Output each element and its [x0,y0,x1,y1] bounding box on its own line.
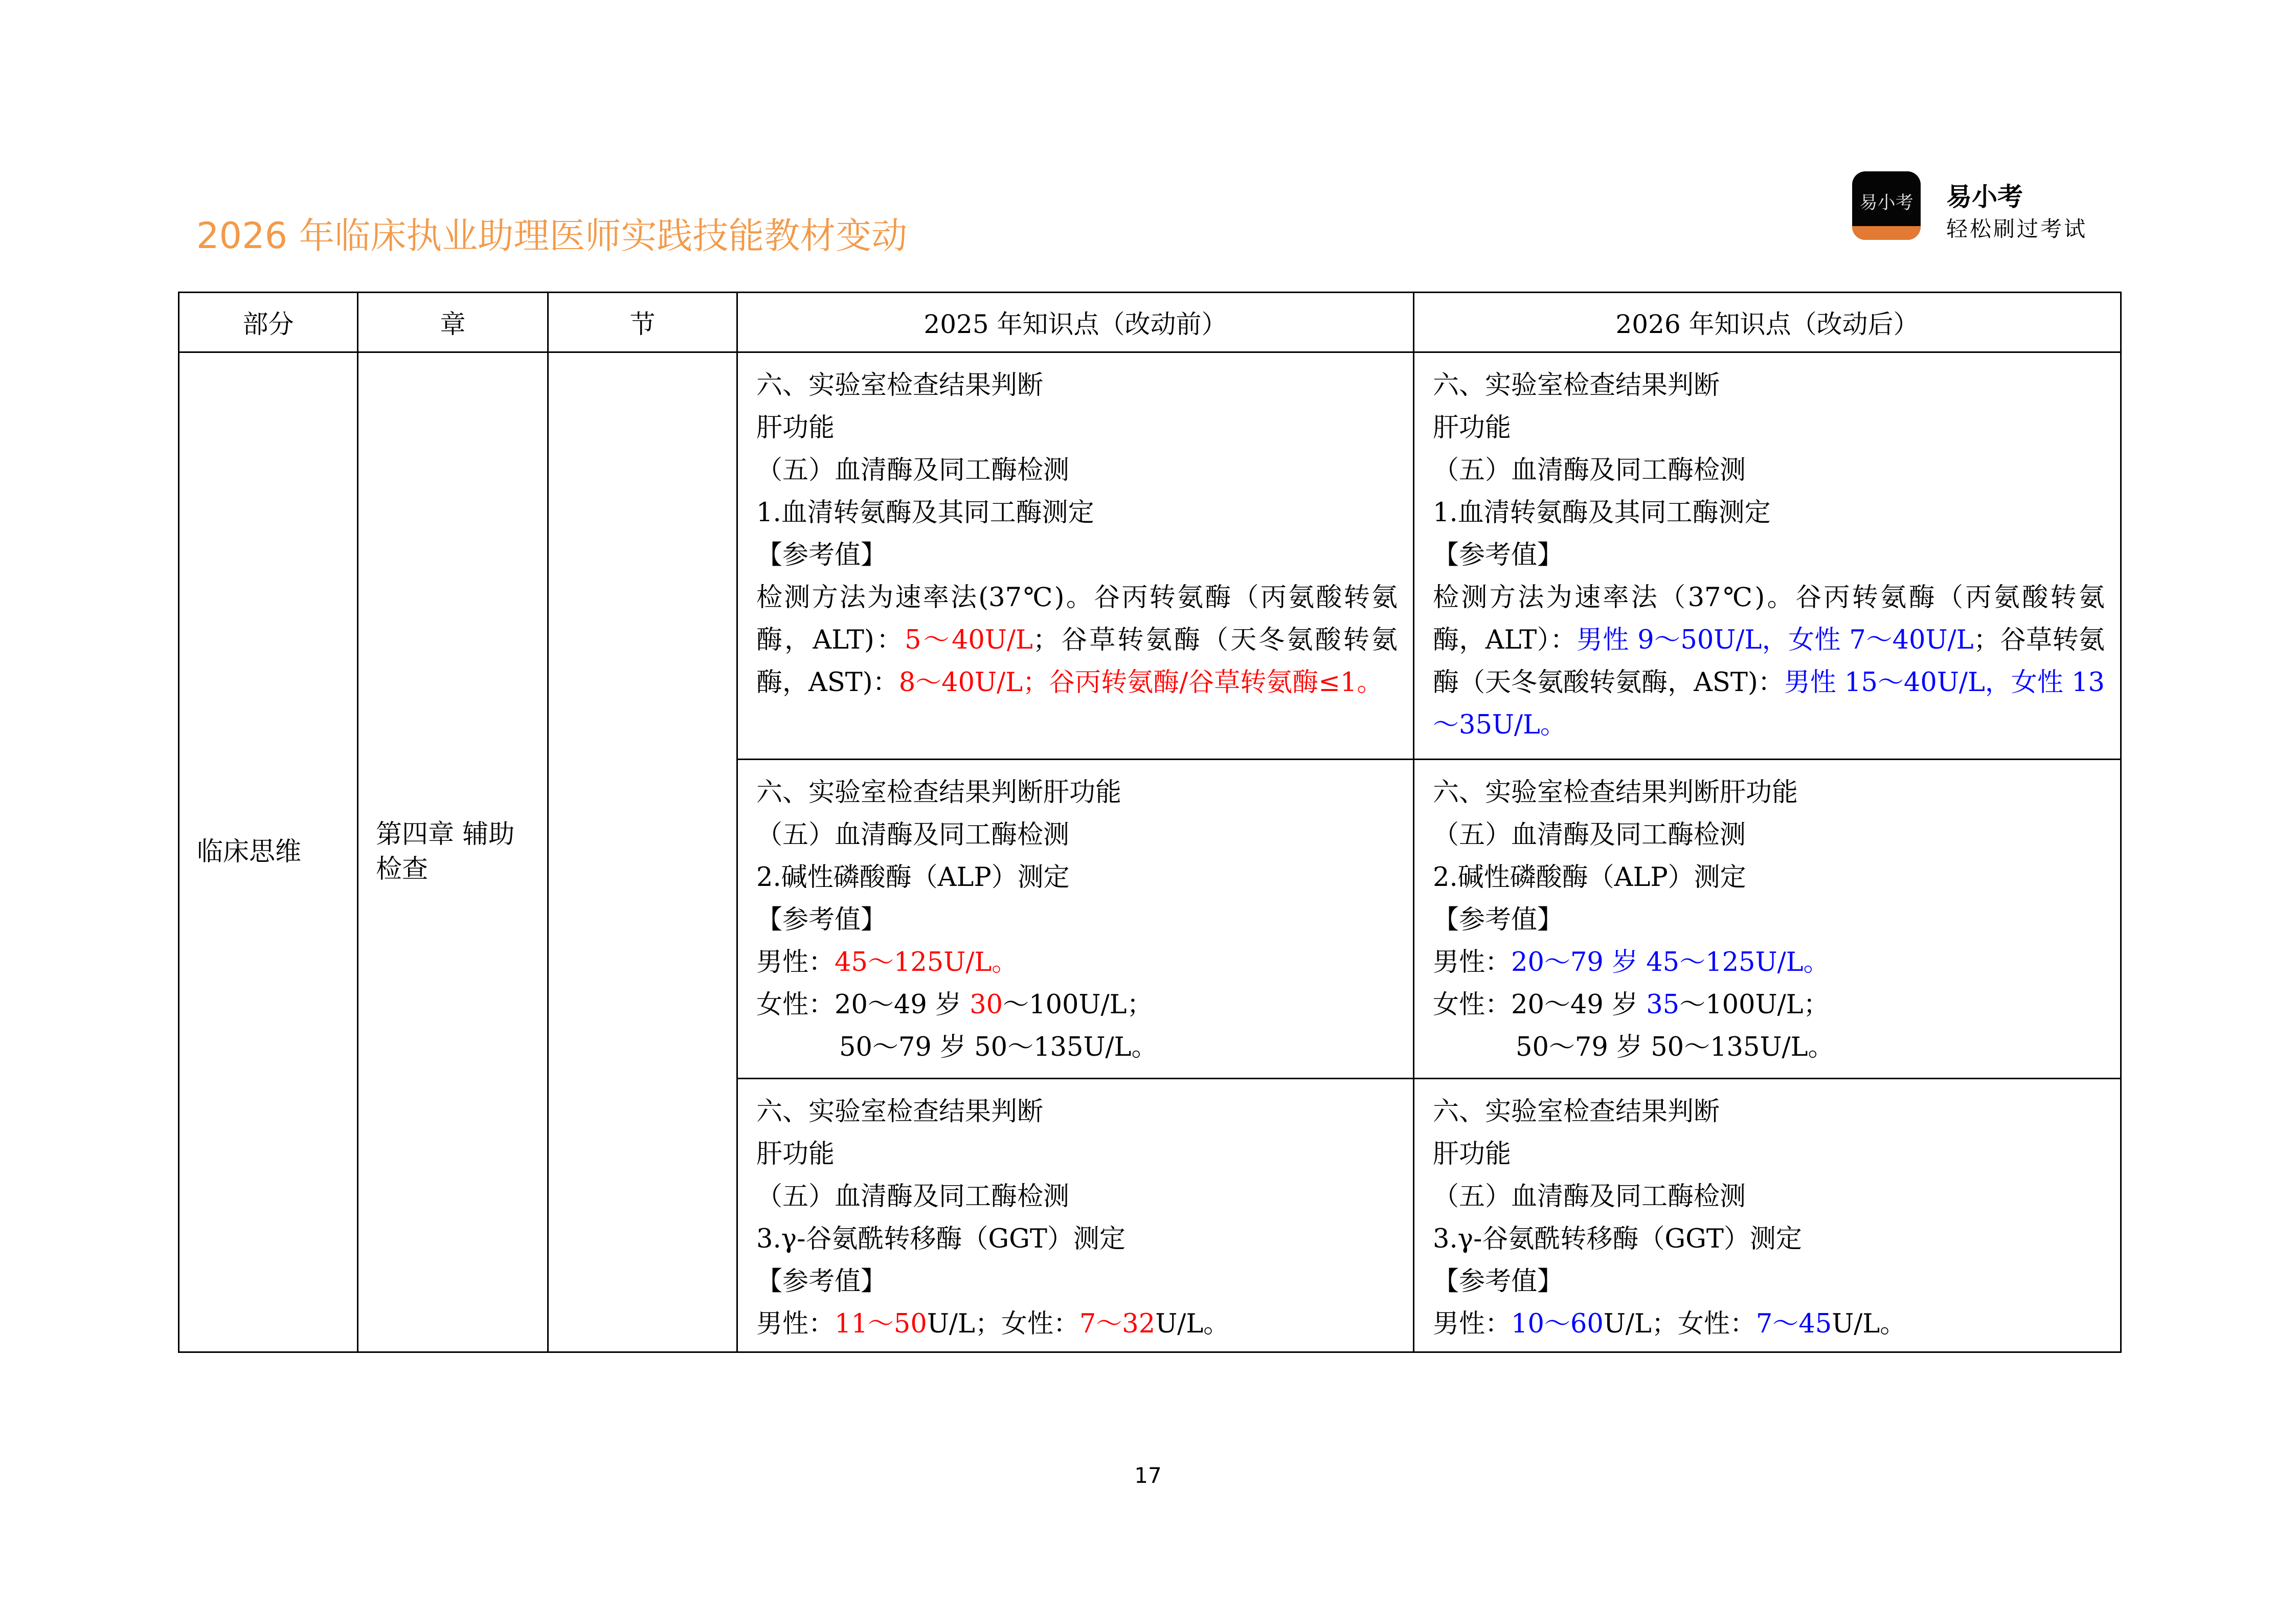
text: ；谷草转氨酶（天冬氨酸转氨酶，AST)： [756,625,1398,698]
brand-logo-icon [1852,171,1921,240]
text: 检测方法为速率法（37℃)。谷丙转氨酶（丙氨酸转氨酶，ALT）： [1433,583,2105,655]
brand-slogan: 轻松刷过考试 [1946,216,2088,241]
page-number: 17 [1134,1463,1162,1488]
text-line: 3.γ-谷氨酰转移酶（GGT）测定 [756,1224,1126,1254]
female-line [1433,984,2105,1026]
removed-value: 30 [970,990,1003,1020]
text: 男性： [756,947,835,977]
added-value: 35 [1646,990,1680,1020]
text-line: 六、实验室检查结果判断 [1433,370,1720,401]
text: 女性：20～49 岁 [1433,990,1647,1020]
text-line: 肝功能 [756,413,835,443]
text-line: 【参考值】 [756,540,887,570]
changes-table [178,292,2122,1353]
after-cell-alp [1414,760,2121,1079]
col-header-chapter: 章 [358,293,548,352]
reference-paragraph [756,576,1398,704]
col-header-part: 部分 [179,293,358,352]
text-line: 2.碱性磷酸酶（ALP）测定 [756,862,1070,893]
col-header-after: 2026 年知识点（改动后） [1414,293,2121,352]
text: ；谷草转氨酶（天冬氨酸转氨酶，AST)： [1433,625,2105,698]
text-line: 肝功能 [1433,413,1512,443]
logo-orange-band [1852,226,1921,240]
text: ～100U/L； [1003,990,1153,1020]
text: U/L。 [1155,1309,1230,1339]
text-line: 六、实验室检查结果判断 [756,370,1044,401]
text: 女性：20～49 岁 [756,990,970,1020]
ggt-values-line [756,1303,1398,1345]
removed-value: 7～32 [1079,1309,1156,1339]
text-line: （五）血清酶及同工酶检测 [1433,455,1746,485]
female-line-2: 50～79 岁 50～135U/L。 [839,1032,1158,1062]
removed-value: 8～40U/L；谷丙转氨酶/谷草转氨酶≤1。 [898,668,1383,698]
text: U/L；女性： [927,1309,1079,1339]
text-line: （五）血清酶及同工酶检测 [756,1182,1070,1212]
removed-value: 45～125U/L。 [835,947,1018,977]
added-value: 10～60 [1511,1309,1604,1339]
table-row [179,352,2121,760]
page-title: 2026 年临床执业助理医师实践技能教材变动 [196,215,908,257]
text-line: 【参考值】 [756,1266,887,1297]
text-line: 六、实验室检查结果判断肝功能 [756,777,1122,808]
text-line: 【参考值】 [1433,905,1564,935]
male-line [756,941,1398,984]
col-header-section: 节 [548,293,737,352]
chapter-cell [358,352,548,1352]
text: 男性： [756,1309,835,1339]
added-value: 20～79 岁 45～125U/L。 [1511,947,1830,977]
reference-paragraph [1433,576,2105,746]
removed-value: 11～50 [835,1309,927,1339]
part-label: 临床思维 [197,837,302,867]
text: 检测方法为速率法(37℃)。谷丙转氨酶（丙氨酸转氨酶，ALT)： [756,583,1398,655]
text: ～100U/L； [1679,990,1830,1020]
text-line: 肝功能 [756,1139,835,1169]
text-line: 六、实验室检查结果判断 [756,1097,1044,1127]
before-cell-alp [737,760,1414,1079]
added-value: 7～45 [1755,1309,1832,1339]
text-line: 【参考值】 [1433,1266,1564,1297]
part-cell [179,352,358,1352]
after-cell-ggt [1414,1079,2121,1352]
text-line: 3.γ-谷氨酰转移酶（GGT）测定 [1433,1224,1802,1254]
text-line: （五）血清酶及同工酶检测 [1433,1182,1746,1212]
text-line: 【参考值】 [1433,540,1564,570]
text-line: 1.血清转氨酶及其同工酶测定 [1433,498,1771,528]
male-line [1433,941,2105,984]
text-line: 1.血清转氨酶及其同工酶测定 [756,498,1094,528]
female-line-2: 50～79 岁 50～135U/L。 [1516,1032,1834,1062]
text: 男性： [1433,947,1512,977]
col-header-before: 2025 年知识点（改动前） [737,293,1414,352]
chapter-label: 第四章 辅助检查 [376,819,515,884]
text-line: 六、实验室检查结果判断肝功能 [1433,777,1798,808]
text: U/L。 [1832,1309,1906,1339]
text-line: 肝功能 [1433,1139,1512,1169]
ggt-values-line [1433,1303,2105,1345]
added-value: 男性 9～50U/L，女性 7～40U/L [1576,625,1974,655]
text-line: （五）血清酶及同工酶检测 [756,455,1070,485]
text-line: 2.碱性磷酸酶（ALP）测定 [1433,862,1746,893]
removed-value: 5～40U/L [905,625,1033,655]
brand-name: 易小考 [1946,182,2023,212]
female-line [756,984,1398,1026]
section-cell [548,352,737,1352]
text-line: （五）血清酶及同工酶检测 [1433,820,1746,850]
before-cell-alt-ast [737,352,1414,760]
after-cell-alt-ast [1414,352,2121,760]
before-cell-ggt [737,1079,1414,1352]
text-line: 六、实验室检查结果判断 [1433,1097,1720,1127]
added-value: 男性 15～40U/L，女性 13～35U/L。 [1433,668,2105,740]
text-line: （五）血清酶及同工酶检测 [756,820,1070,850]
text: 男性： [1433,1309,1512,1339]
table-header-row [179,293,2121,352]
text-line: 【参考值】 [756,905,887,935]
logo-icon-text: 易小考 [1859,193,1914,213]
text: U/L；女性： [1603,1309,1756,1339]
